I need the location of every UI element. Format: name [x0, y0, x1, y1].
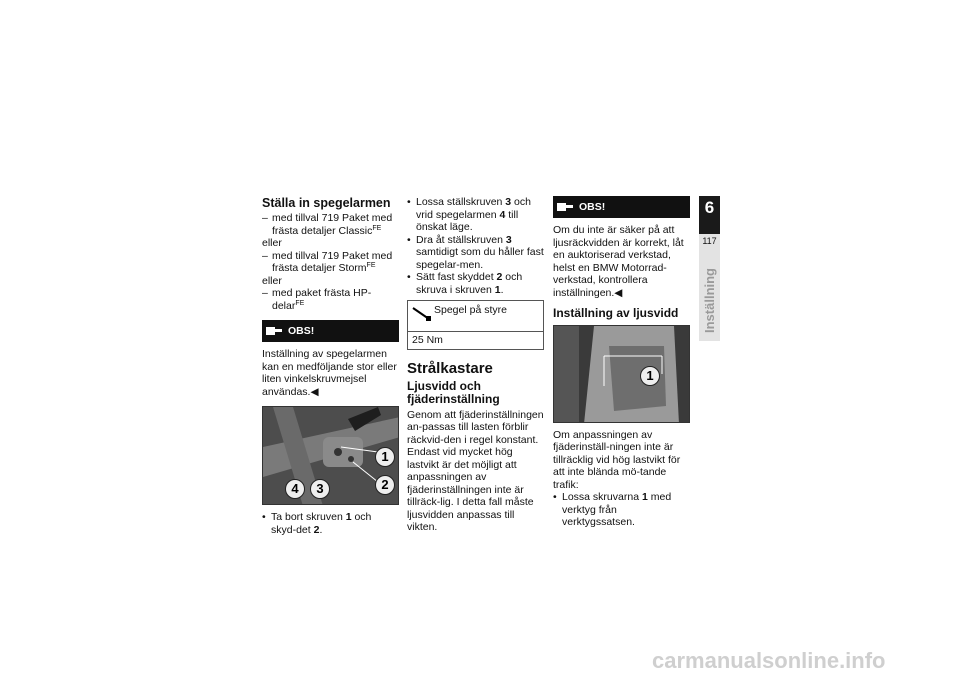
- option-text: med tillval 719 Paket med frästa detaljer Storm: [272, 249, 393, 274]
- step-text: och skruva i skruven: [416, 271, 523, 296]
- obs-text: Om du inte är säker på att ljusräckvidden är korrekt, låt en auktoriserad verkstad, helst en BMW Motorrad-verkstad, kontrollera inställningen.◀: [553, 224, 684, 299]
- step-ref: 4: [499, 208, 506, 221]
- step-text: och skyd-det: [271, 511, 372, 536]
- obs-text: Inställning av spegelarmen kan en medföljande stor eller liten vinkelskruvmejsel användas.◀: [262, 348, 397, 398]
- option-storm: [262, 250, 399, 275]
- torque-value: 25 Nm: [412, 334, 443, 346]
- headlight-illustration: [554, 326, 690, 423]
- step-text: till önskat läge.: [416, 208, 519, 233]
- option-sup: FE: [295, 299, 305, 307]
- option-text: med paket frästa HP-delar: [272, 287, 372, 312]
- step-ref: 2: [313, 523, 320, 536]
- chapter-number-box: [699, 196, 720, 234]
- step-text: Lossa skruvarna: [562, 491, 642, 503]
- step-text: Sätt fast skyddet: [416, 271, 497, 283]
- chapter-label: Inställning: [702, 268, 717, 333]
- obs-label: OBS!: [579, 200, 606, 213]
- obs-label: OBS!: [288, 324, 315, 337]
- headlight-photo: [553, 325, 690, 423]
- body-text-2: Endast vid mycket hög lastvikt är det möjligt att anpassningen av fjäderinställningen inte är tillräck-lig. I detta fall måste ljusvidden anpassas till vikten.: [407, 446, 534, 533]
- column-3: [553, 196, 690, 529]
- subsection-title-range: Ljusvidd och fjäderinställning: [407, 378, 500, 406]
- step-ref: 1: [494, 283, 501, 296]
- option-text: med tillval 719 Paket med frästa detaljer Classic: [272, 212, 393, 237]
- torque-wrench-icon: [412, 305, 432, 323]
- step-ref: 3: [505, 233, 512, 246]
- step-text: och vrid spegelarmen: [416, 196, 531, 221]
- callout-1: 1: [640, 366, 660, 386]
- callout-3: 3: [310, 479, 330, 499]
- option-hp: [262, 287, 399, 312]
- body-text: Om anpassningen av fjäderinställ-ningen inte är tillräcklig vid hög lastvikt för att inte blända mö-tande trafik:: [553, 428, 681, 491]
- callout-1: 1: [375, 447, 395, 467]
- column-1: [262, 196, 399, 536]
- step-loosen: [407, 196, 544, 234]
- option-sup: FE: [366, 262, 376, 269]
- step-text: .: [319, 523, 323, 536]
- torque-header: [408, 301, 543, 332]
- step-text: Dra åt ställskruven: [416, 233, 506, 246]
- or-text: eller: [262, 237, 282, 249]
- callout-2: 2: [375, 475, 395, 495]
- hand-tool-icon: [266, 325, 282, 337]
- step-loosen-screws: [553, 491, 690, 529]
- step-remove-screw: [262, 511, 399, 536]
- step-text: samtidigt som du håller fast spegelar-men.: [416, 246, 544, 271]
- step-ref: 3: [505, 196, 512, 208]
- section-title-headlight: Strålkastare: [407, 359, 493, 377]
- step-text: med verktyg från verktygssatsen.: [562, 491, 672, 528]
- watermark: carmanualsonline.info: [652, 648, 886, 673]
- step-text: Ta bort skruven: [271, 511, 346, 523]
- step-ref: 1: [641, 491, 648, 503]
- step-attach: [407, 271, 544, 296]
- step-ref: 1: [345, 511, 352, 523]
- torque-spec-box: [407, 300, 544, 350]
- subsection-title-adjust: Inställning av ljusvidd: [553, 306, 679, 320]
- section-title-mirror: Ställa in spegelarmen: [262, 196, 391, 210]
- column-2: [407, 196, 544, 534]
- obs-banner: [553, 196, 690, 218]
- step-ref: 2: [496, 271, 503, 283]
- page-number: 117: [702, 236, 717, 246]
- chapter-number: 6: [704, 198, 715, 217]
- option-classic: [262, 212, 399, 237]
- step-text: Lossa ställskruven: [416, 196, 506, 208]
- obs-banner: [262, 320, 399, 342]
- step-tighten: [407, 234, 544, 272]
- hand-tool-icon: [557, 201, 573, 213]
- callout-4: 4: [285, 479, 305, 499]
- mirror-arm-photo: [262, 406, 399, 505]
- step-text: .: [500, 283, 504, 296]
- option-sup: FE: [372, 224, 382, 232]
- or-text: eller: [262, 274, 282, 287]
- body-text: Genom att fjäderinställningen an-passas till lasten förblir räckvid-den i regel konstant.: [407, 408, 544, 446]
- torque-label: Spegel på styre: [434, 304, 507, 316]
- chapter-tab: [699, 196, 720, 341]
